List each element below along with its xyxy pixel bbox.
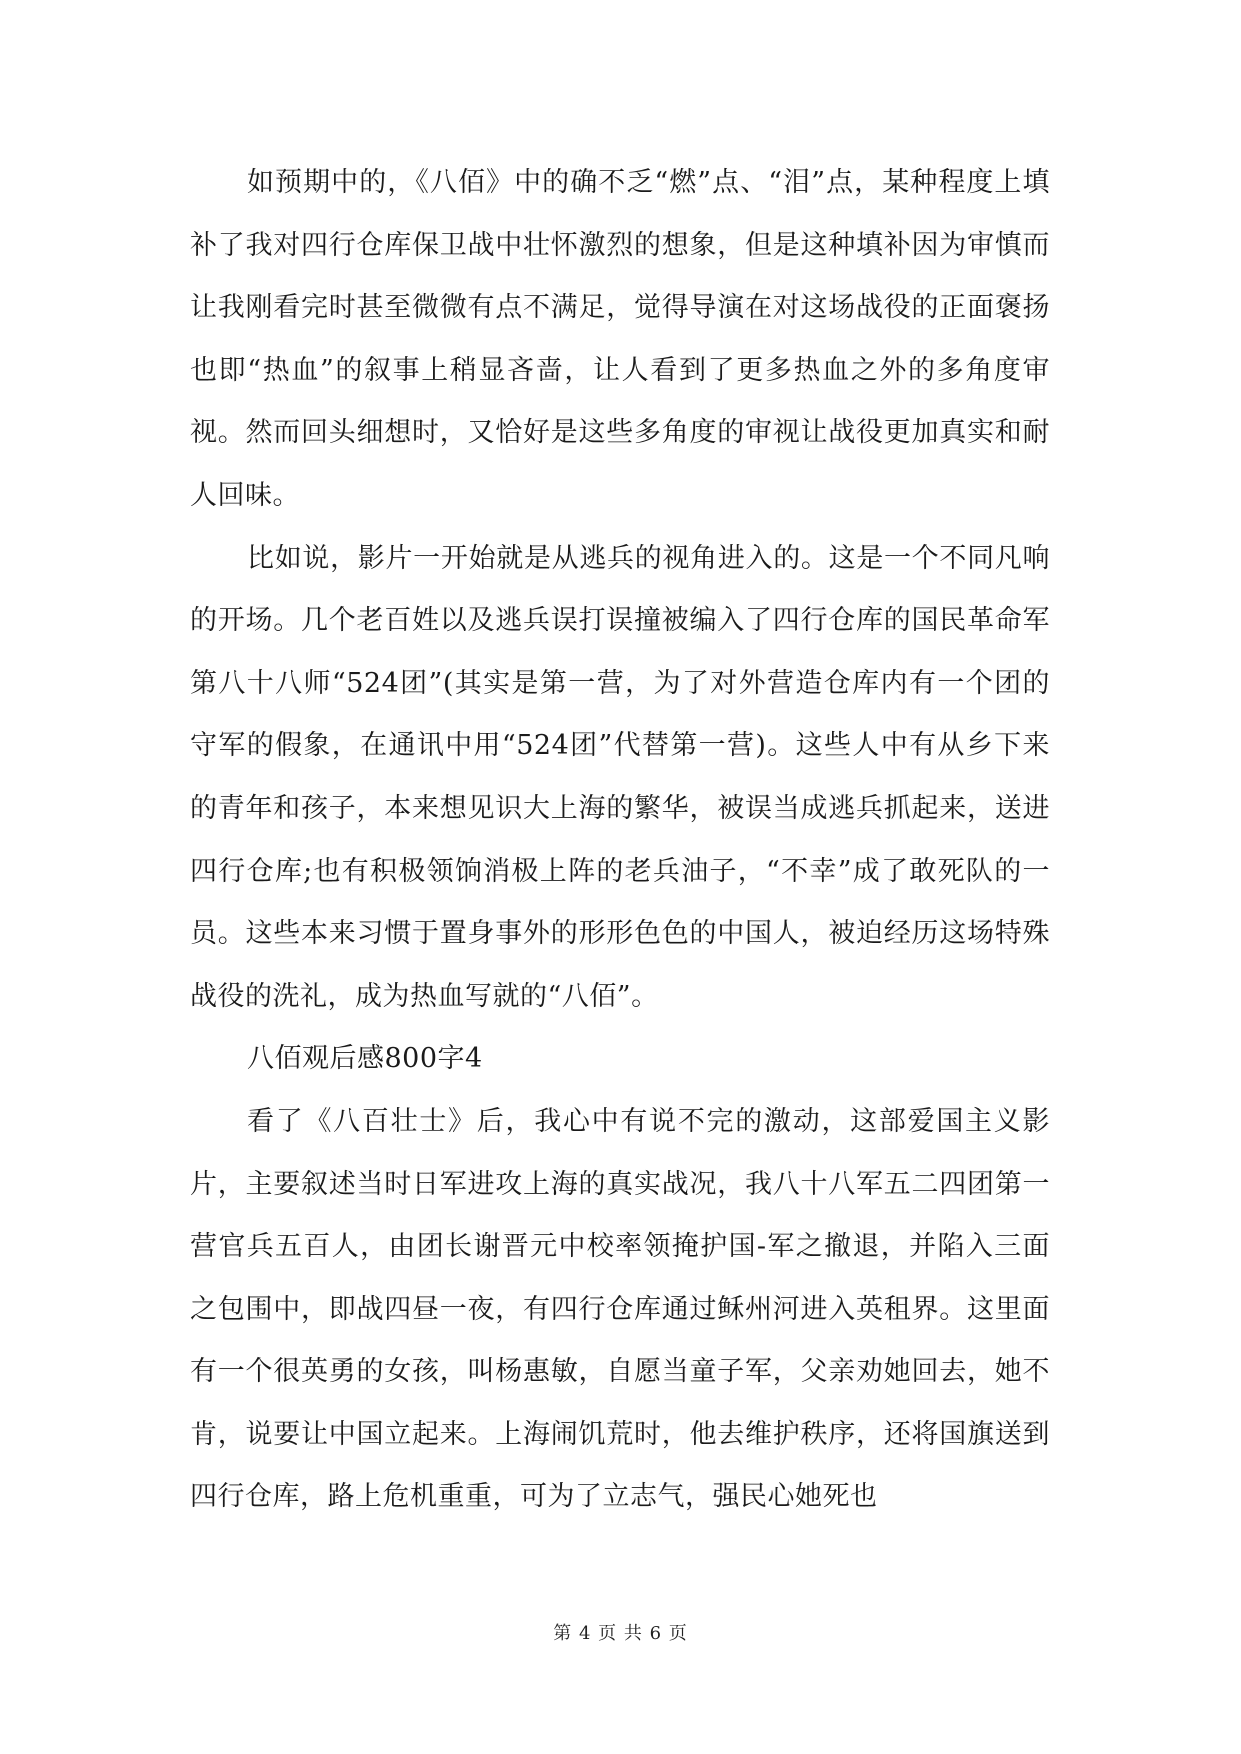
paragraph-1: 如预期中的，《八佰》中的确不乏“燃”点、“泪”点，某种程度上填补了我对四行仓库保卫战中壮怀激烈的想象，但是这种填补因为审慎而让我刚看完时甚至微微有点不满足，觉得导演在对这场战役的正面褒扬也即“热血”的叙事上稍显吝啬，让人看到了更多热血之外的多角度审视。然而回头细想时，又恰好是这些多角度的审视让战役更加真实和耐人回味。 [190,167,1050,511]
document-body [190,152,1050,1529]
section-heading: 八佰观后感800字4 [247,1043,483,1075]
paragraph-2: 比如说，影片一开始就是从逃兵的视角进入的。这是一个不同凡响的开场。几个老百姓以及逃兵误打误撞被编入了四行仓库的国民革命军第八十八师“524团”(其实是第一营，为了对外营造仓库内有一个团的守军的假象，在通讯中用“524团”代替第一营)。这些人中有从乡下来的青年和孩子，本来想见识大上海的繁华，被误当成逃兵抓起来，送进四行仓库;也有积极领饷消极上阵的老兵油子，“不幸”成了敢死队的一员。这些本来习惯于置身事外的形形色色的中国人，被迫经历这场特殊战役的洗礼，成为热血写就的“八佰”。 [190,542,1050,1012]
paragraph-3: 看了《八百壮士》后，我心中有说不完的激动，这部爱国主义影片，主要叙述当时日军进攻上海的真实战况，我八十八军五二四团第一营官兵五百人，由团长谢晋元中校率领掩护国-军之撤退，并陷入三面之包围中，即战四昼一夜，有四行仓库通过稣州河进入英租界。这里面有一个很英勇的女孩，叫杨惠敏，自愿当童子军，父亲劝她回去，她不肯，说要让中国立起来。上海闹饥荒时，他去维护秩序，还将国旗送到四行仓库，路上危机重重，可为了立志气，强民心她死也 [190,1105,1050,1513]
page-footer: 第 4 页 共 6 页 [553,1623,688,1644]
